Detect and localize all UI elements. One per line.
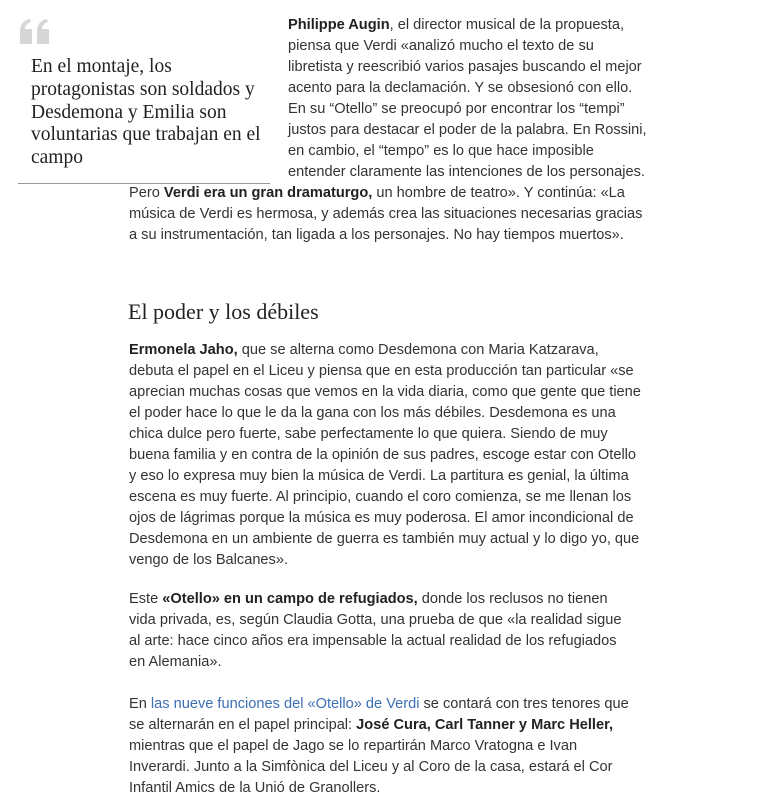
paragraph-text: En	[129, 696, 151, 712]
bold-phrase: «Otello» en un campo de refugiados,	[162, 591, 418, 607]
paragraph-director	[129, 15, 649, 246]
paragraph-text: Este	[129, 591, 163, 607]
bold-names: José Cura, Carl Tanner y Marc Heller,	[356, 717, 614, 733]
paragraph-text: se contará con tres tenores que se alternarán en el papel principal:	[129, 696, 629, 733]
paragraph-text: que se alterna como Desdemona con Maria Katzarava, debuta el papel en el Liceu y piensa que en esta producción tan particular «se aprecian muchas cosas que vemos en la vida diaria, como que gente que tiene el poder hace lo que le da la gana con los más débiles. Desdemona es una chica dulce pero fuerte, sabe perfectamente lo que quiera. Siendo de muy buena familia y en contra de la opinión de sus padres, escoge estar con Otello y eso lo expresa muy bien la música de Verdi. La partitura es genial, la última escena es muy fuerte. Al principio, cuando el coro comienza, se me llenan los ojos de lágrimas porque la música es muy poderosa. El amor incondicional de Desdemona en un ambiente de guerra es también muy actual y lo digo yo, que vengo de los Balcanes».	[129, 342, 641, 568]
bold-name: Ermonela Jaho,	[129, 342, 238, 358]
pull-quote-text: En el montaje, los protagonistas son soldados y Desdemona y Emilia son voluntarias que trabajan en el campo	[31, 56, 261, 169]
quote-icon	[18, 18, 52, 46]
bold-name: Philippe Augin	[288, 17, 390, 33]
bold-phrase: Verdi era un gran dramaturgo,	[163, 185, 373, 201]
paragraph-tenors	[129, 694, 629, 799]
functions-link[interactable]: las nueve funciones del «Otello» de Verdi	[150, 696, 420, 712]
paragraph-text: donde los reclusos no tienen vida privada, es, según Claudia Gotta, una prueba de que «la realidad sigue al arte: hace cinco años era impensable la actual realidad de los refugiados en Alemania».	[129, 591, 622, 670]
paragraph-refugees	[129, 589, 635, 673]
paragraph-text: mientras que el papel de Jago se lo repartirán Marco Vratogna e Ivan Inverardi. Junto a la Simfònica del Liceu y al Coro de la casa, estará el Cor Infantil Amics de la Unió de Granollers.	[129, 738, 613, 796]
paragraph-jaho	[129, 340, 641, 571]
section-heading: El poder y los débiles	[128, 299, 319, 324]
paragraph-text: , el director musical de la propuesta, piensa que Verdi «analizó mucho el texto de su libretista y reescribió varios pasajes buscando el mejor acento para la declamación. Y se obsesionó con ello. En su “Otello” se preocupó por encontrar los “tempi” justos para destacar el poder de la palabra. En Rossini, en cambio, el “tempo” es lo que hace imposible entender claramente las intenciones de los personajes. Pero	[129, 17, 647, 201]
paragraph-text: un hombre de teatro». Y continúa: «La música de Verdi es hermosa, y además crea las situaciones necesarias gracias a su instrumentación, tan ligada a los personajes. No hay tiempos muertos».	[129, 185, 643, 243]
